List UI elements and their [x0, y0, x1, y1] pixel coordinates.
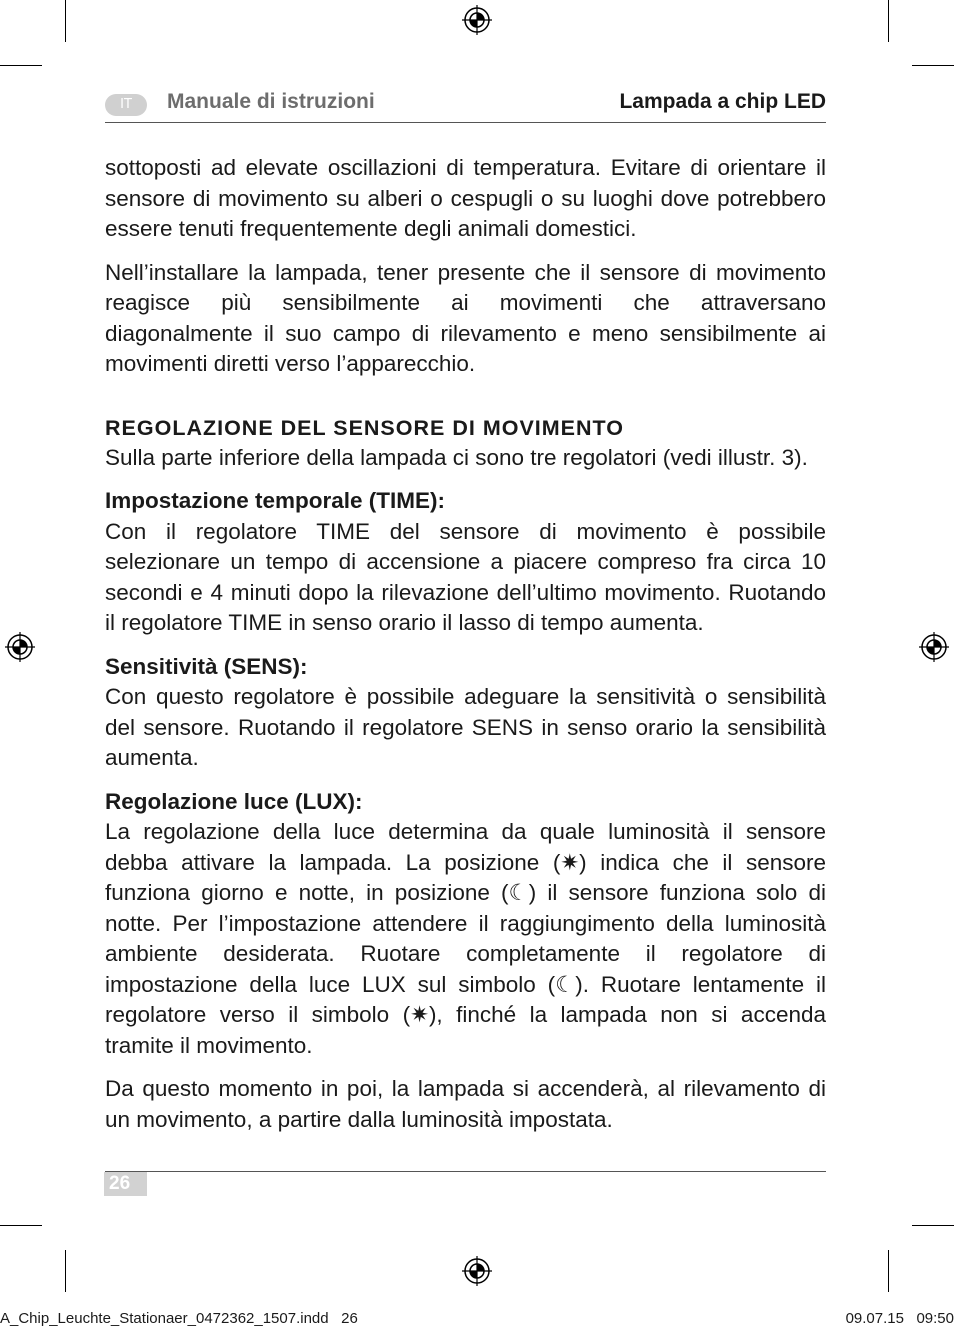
registration-mark-left-icon: [5, 632, 35, 662]
section-title: REGOLAZIONE DEL SENSORE DI MOVIMENTO: [105, 415, 625, 440]
language-badge: IT: [105, 94, 147, 116]
footer-rule: [105, 1171, 826, 1172]
registration-mark-bottom-icon: [462, 1256, 492, 1286]
crop-mark-bottom-right-v: [888, 1250, 889, 1292]
slug-timestamp: 09.07.15 09:50: [845, 1310, 954, 1327]
slug-filename: A_Chip_Leuchte_Stationaer_0472362_1507.indd 26: [0, 1310, 358, 1327]
running-header: [105, 88, 826, 123]
paragraph-installation: Nell’installare la lampada, tener presente che il sensore di movimento reagisce più sensibilmente ai movimenti che attraversano diagonalmente il suo campo di rilevamento e meno sensibilmente ai movimenti diretti verso l’apparecchio.: [105, 259, 826, 376]
registration-mark-right-icon: [919, 632, 949, 662]
product-title: Lampada a chip LED: [619, 90, 826, 113]
section-intro: Sulla parte inferiore della lampada ci sono tre regolatori (vedi illustr. 3).: [105, 444, 808, 470]
paragraph-continuation: sottoposti ad elevate oscillazioni di temperatura. Evitare di orientare il sensore di movimento su alberi o cespugli o su luoghi dove potrebbero essere tenuti frequentemente degli animali domestici.: [105, 155, 826, 241]
crop-mark-top-right-v: [888, 0, 889, 42]
crop-mark-bottom-left-h: [0, 1225, 42, 1226]
crop-mark-top-left-v: [65, 0, 66, 42]
manual-title: Manuale di istruzioni: [167, 90, 375, 113]
sens-paragraph: Con questo regolatore è possibile adeguare la sensitività o sensibilità del sensore. Ruotando il regolatore SENS in senso orario la sensibilità aumenta.: [105, 684, 826, 770]
page-content: [105, 153, 826, 1148]
time-paragraph: Con il regolatore TIME del sensore di movimento è possibile selezionare un tempo di accensione a piacere compreso fra circa 10 secondi e 4 minuti dopo la rilevazione dell’ultimo movimento. Ruotando il regolatore TIME in senso orario il lasso di tempo aumenta.: [105, 518, 826, 635]
registration-mark-top-icon: [462, 5, 492, 35]
page-number: 26: [104, 1172, 147, 1196]
crop-mark-bottom-left-v: [65, 1250, 66, 1292]
crop-mark-top-right-h: [912, 65, 954, 66]
sens-subheading: Sensitività (SENS):: [105, 653, 308, 679]
paragraph-final: Da questo momento in poi, la lampada si accenderà, al rilevamento di un movimento, a partire dalla luminosità impostata.: [105, 1076, 826, 1132]
crop-mark-bottom-right-h: [912, 1225, 954, 1226]
crop-mark-top-left-h: [0, 65, 42, 66]
lux-subheading: Regolazione luce (LUX):: [105, 788, 363, 814]
time-subheading: Impostazione temporale (TIME):: [105, 488, 446, 513]
lux-paragraph: La regolazione della luce determina da quale luminosità il sensore debba attivare la lampada. La posizione (✷) indica che il sensore funziona giorno e notte, in posizione (☾) il sensore funziona solo di notte. Per l’impostazione attendere il raggiungimento della luminosità ambiente desiderata. Ruotare completamente il regolatore di impostazione della luce LUX sul simbolo (☾). Ruotare lentamente il regolatore verso il simbolo (✷), finché la lampada non si accenda tramite il movimento.: [105, 819, 826, 1058]
